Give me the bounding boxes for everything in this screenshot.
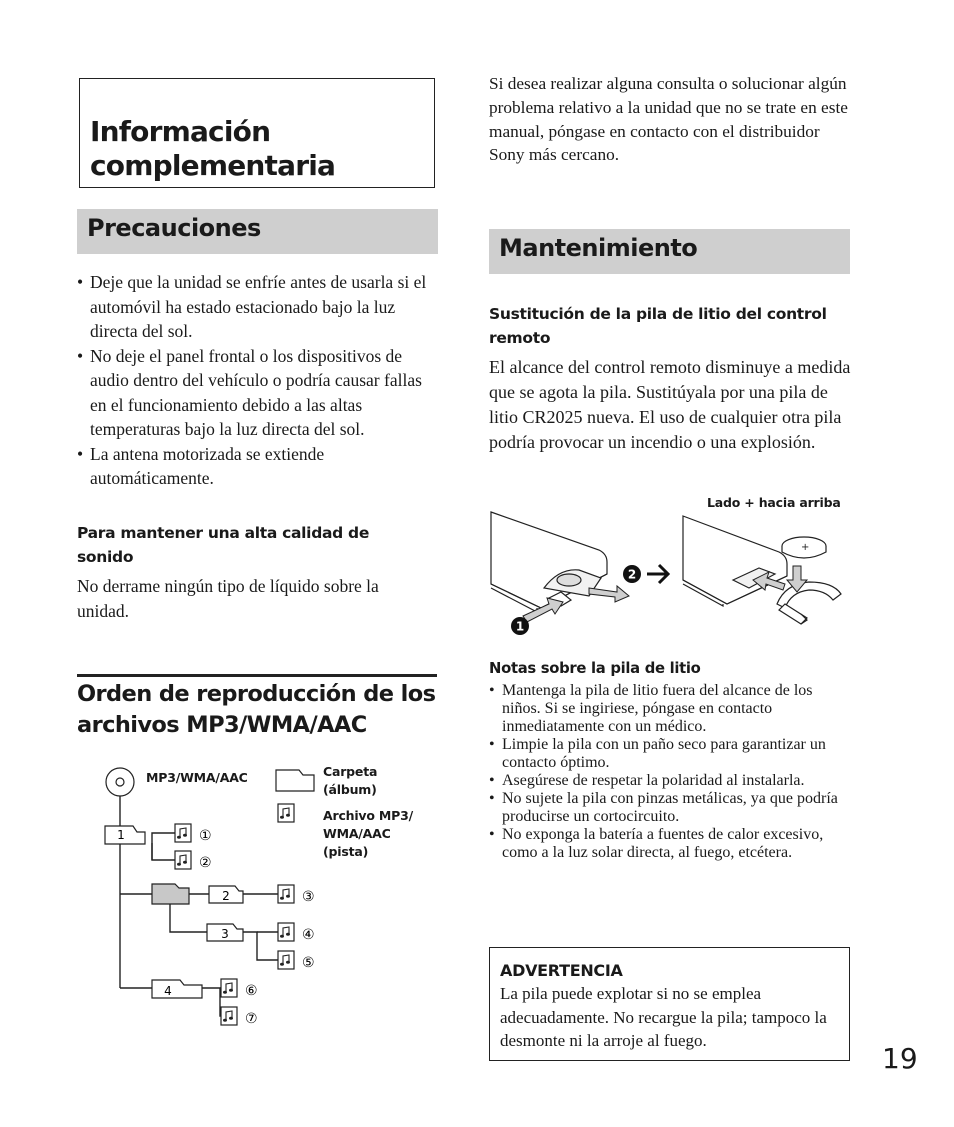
pila-text: El alcance del control remoto disminuye a medida que se agota la pila. Sustitúyala por una pila de litio CR2025 nueva. El uso de cualquier otra pila podría provocar un incendio o una explosión.: [489, 357, 851, 452]
intro-text: Si desea realizar alguna consulta o solucionar algún problema relativo a la unidad que no se trate en este manual, póngase en contacto con el distribuidor Sony más cercano.: [489, 74, 848, 165]
pull-arrow-icon: [589, 586, 629, 602]
root-label: MP3/WMA/AAC: [146, 770, 248, 785]
list-item: • No sujete la pila con pinzas metálicas, ya que podría producirse un cortocircuito.: [489, 790, 851, 826]
advertencia-text: La pila puede explotar si no se emplea adecuadamente. No recargue la pila; tampoco la desmonte ni la arroje al fuego.: [500, 984, 827, 1050]
music-file-icon: [221, 979, 237, 997]
notas-heading: Notas sobre la pila de litio: [489, 660, 701, 677]
folder-number: 1: [117, 828, 125, 842]
page-number: 19: [882, 1042, 918, 1075]
track-number: ⑦: [245, 1011, 258, 1027]
step-2-icon: [623, 565, 641, 583]
step-1-icon: [511, 617, 529, 635]
plus-sign: +: [801, 542, 810, 553]
list-item: • No exponga la batería a fuentes de calor excesivo, como a la luz solar directa, al fuego, etcétera.: [489, 826, 851, 862]
music-file-icon: [278, 951, 294, 969]
legend-folder-label: Carpeta (álbum): [323, 764, 378, 797]
remote-control-illustration: [683, 516, 787, 606]
track-number: ②: [199, 855, 212, 871]
main-title-box: [79, 78, 435, 188]
folder-number: 2: [222, 889, 230, 903]
folder-icon: [152, 884, 189, 904]
list-item: • La antena motorizada se extiende automáticamente.: [77, 442, 439, 491]
mantenimiento-band: [489, 229, 850, 274]
folder-icon: [276, 770, 314, 791]
page-title: Información complementaria: [90, 115, 336, 182]
precauciones-list: [77, 270, 439, 491]
folder-number: 3: [221, 927, 229, 941]
folder-icon: [152, 980, 202, 998]
step-2-number: 2: [627, 567, 637, 582]
orden-rule: [77, 674, 437, 677]
music-file-icon: [221, 1007, 237, 1025]
legend-file-label: Archivo MP3/ WMA/AAC (pista): [323, 808, 413, 859]
mantenimiento-heading: Mantenimiento: [499, 234, 698, 262]
track-number: ⑥: [245, 983, 258, 999]
notas-list: [489, 682, 851, 862]
track-number: ⑤: [302, 955, 315, 971]
calidad-sonido-text: No derrame ningún tipo de líquido sobre la unidad.: [77, 576, 379, 621]
battery-replacement-figure: [489, 508, 851, 646]
folder-icon: [105, 826, 145, 844]
music-file-icon: [175, 824, 191, 842]
coin-battery-icon: [782, 537, 826, 558]
folder-number: 4: [164, 984, 172, 998]
precauciones-heading: Precauciones: [87, 214, 261, 242]
battery-tray-illustration: [777, 582, 841, 624]
list-item: • Asegúrese de respetar la polaridad al instalarla.: [489, 772, 851, 790]
list-item: • No deje el panel frontal o los dispositivos de audio dentro del vehículo o podría causar fallas en el funcionamiento debido a las altas temperaturas bajo la luz directa del sol.: [77, 344, 439, 442]
figure-label: Lado + hacia arriba: [707, 495, 841, 510]
track-number: ④: [302, 927, 315, 943]
precauciones-band: [77, 209, 438, 254]
disc-icon: [106, 768, 134, 796]
music-file-icon: [278, 885, 294, 903]
track-number: ③: [302, 889, 315, 905]
music-file-icon: [278, 804, 294, 822]
music-file-icon: [278, 923, 294, 941]
list-item: • Deje que la unidad se enfríe antes de usarla si el automóvil ha estado estacionado bajo la luz directa del sol.: [77, 270, 439, 344]
pila-heading: Sustitución de la pila de litio del control remoto: [489, 305, 827, 347]
track-number: ①: [199, 828, 212, 844]
arrow-right-icon: [647, 565, 668, 583]
legend-icons: [275, 766, 319, 826]
list-item: • Limpie la pila con un paño seco para garantizar un contacto óptimo.: [489, 736, 851, 772]
list-item: • Mantenga la pila de litio fuera del alcance de los niños. Si se ingiriese, póngase en contacto inmediatamente con un médico.: [489, 682, 851, 736]
music-file-icon: [175, 851, 191, 869]
remote-control-illustration: [491, 512, 607, 612]
step-1-number: 1: [515, 619, 525, 634]
calidad-sonido-heading: Para mantener una alta calidad de sonido: [77, 524, 370, 566]
orden-heading: Orden de reproducción de los archivos MP3/WMA/AAC: [77, 681, 436, 738]
advertencia-box: [489, 947, 850, 1061]
advertencia-heading: ADVERTENCIA: [500, 961, 623, 980]
